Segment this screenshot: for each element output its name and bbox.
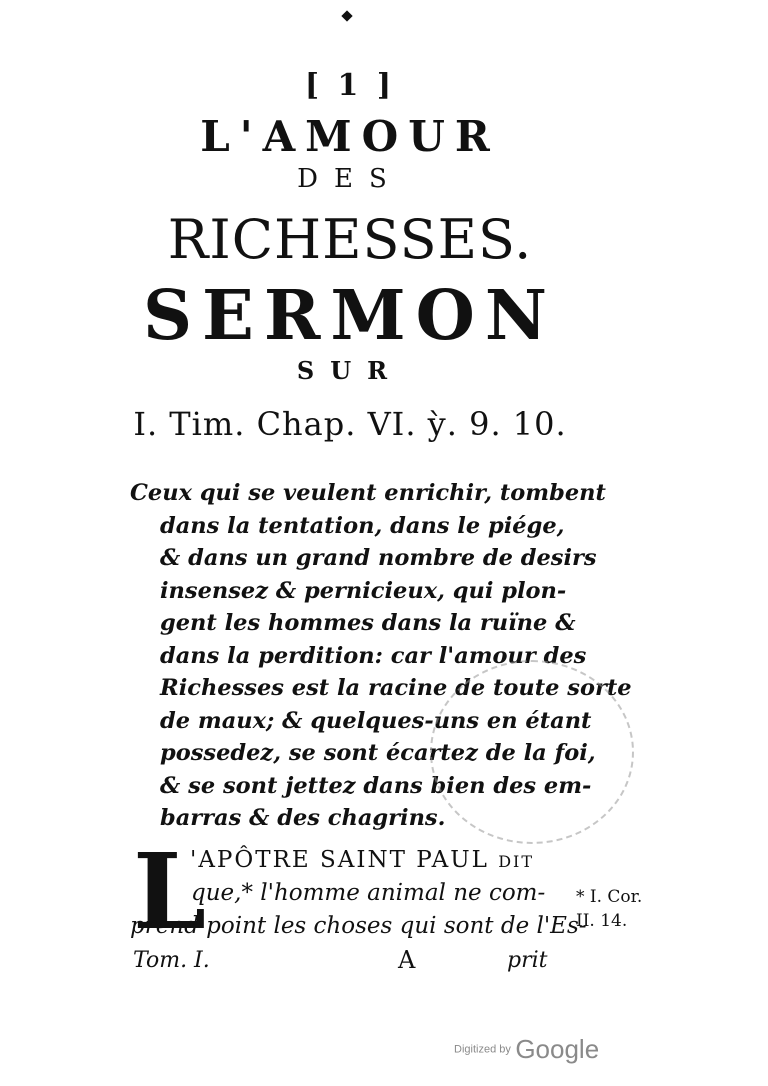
epigraph-line: Richesses est la racine de toute sorte <box>160 675 632 701</box>
epigraph-line: possedez, se sont écartez de la foi, <box>160 740 596 766</box>
signature-mark: A <box>398 946 416 974</box>
epigraph-line: barras & des chagrins. <box>160 805 446 831</box>
watermark-prefix: Digitized by <box>454 1043 511 1056</box>
epigraph-line: Ceux qui se veulent enrichir, tombent <box>130 480 606 506</box>
library-stamp <box>430 660 634 844</box>
drop-cap: L <box>133 830 207 953</box>
scripture-reference: I. Tim. Chap. VI. ỳ. 9. 10. <box>133 405 567 443</box>
epigraph-line: de maux; & quelques-uns en étant <box>160 707 592 734</box>
body-line: 'APÔTRE SAINT PAUL dit <box>190 847 535 873</box>
margin-note-line: II. 14. <box>576 911 628 931</box>
catchword: prit <box>507 948 548 973</box>
title-line-sur: SUR <box>296 356 404 385</box>
body-line: que,* l'homme animal ne com- <box>191 880 546 906</box>
ornament-mark <box>341 10 352 21</box>
google-logo: Google <box>515 1034 600 1064</box>
margin-note-line: * I. Cor. <box>576 887 643 907</box>
title-line-sermon: SERMON <box>142 276 558 356</box>
epigraph-line: dans la tentation, dans le piége, <box>160 512 565 539</box>
epigraph-line: & se sont jettez dans bien des em- <box>160 772 592 799</box>
volume-label: Tom. I. <box>133 948 210 973</box>
epigraph-line: dans la perdition: car l'amour des <box>160 642 587 669</box>
epigraph-line: insensez & pernicieux, qui plon- <box>160 577 567 604</box>
title-line-richesses: RICHESSES. <box>167 208 533 271</box>
digitized-by-watermark <box>454 1034 599 1065</box>
margin-note <box>576 885 642 933</box>
epigraph-line: gent les hommes dans la ruïne & <box>160 610 576 636</box>
page-number: [ 1 ] <box>304 68 396 103</box>
body-line: prend point les choses qui sont de l'Es- <box>130 913 587 939</box>
epigraph-line: & dans un grand nombre de desirs <box>160 545 597 571</box>
title-line-amour: L'AMOUR <box>200 112 500 161</box>
title-line-des: DES <box>297 164 403 194</box>
